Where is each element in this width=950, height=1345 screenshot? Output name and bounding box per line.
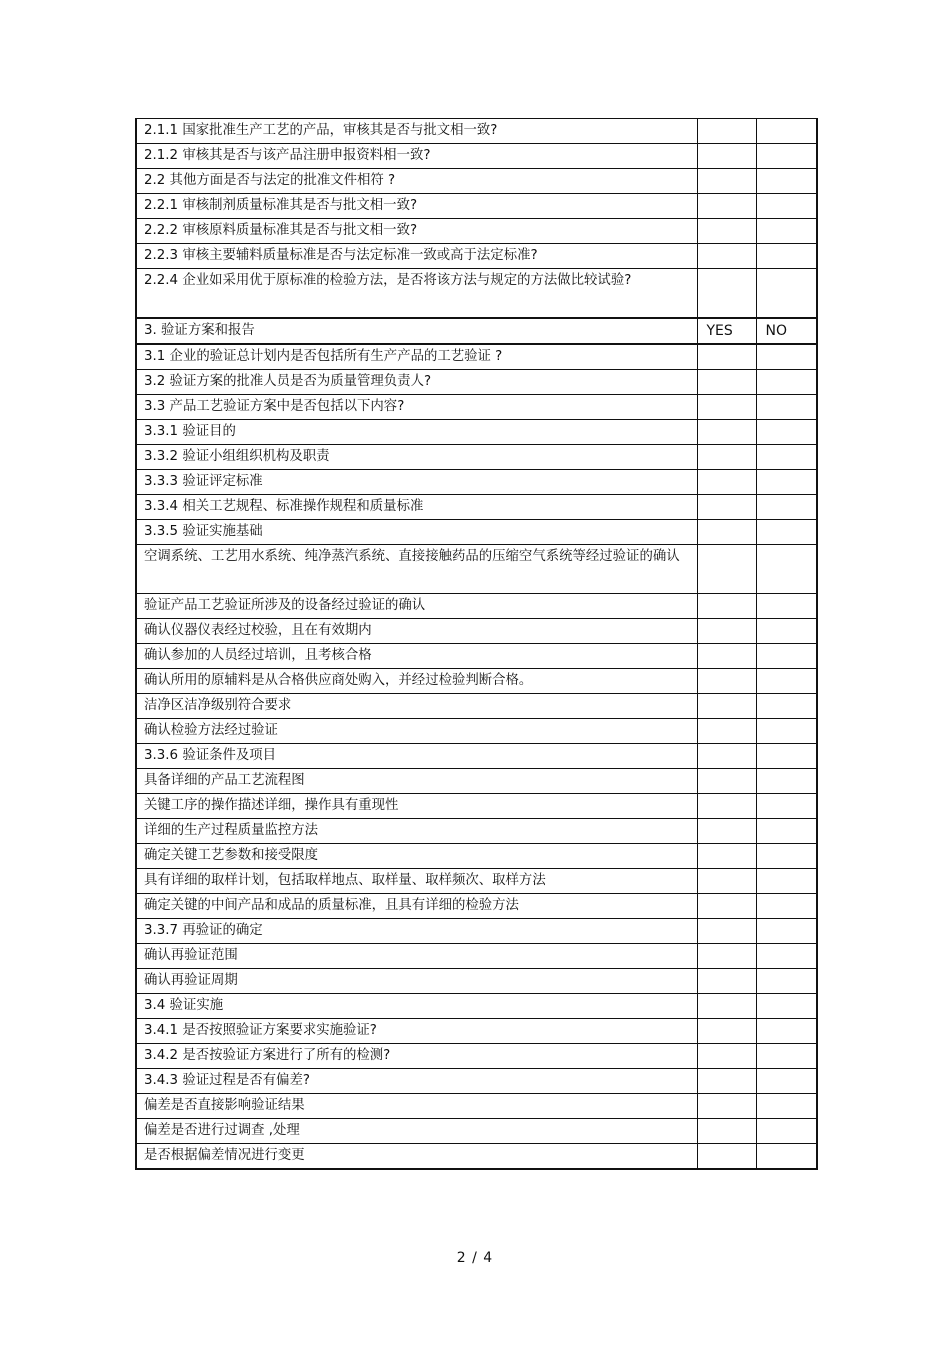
table-row <box>136 894 817 919</box>
yes-cell[interactable] <box>697 794 756 819</box>
checklist-item-text: 2.2.4 企业如采用优于原标准的检验方法，是否将该方法与规定的方法做比较试验? <box>136 269 697 319</box>
checklist-item-text: 具有详细的取样计划，包括取样地点、取样量、取样频次、取样方法 <box>136 869 697 894</box>
no-cell[interactable] <box>756 594 817 619</box>
no-cell[interactable] <box>756 919 817 944</box>
yes-cell[interactable] <box>697 1044 756 1069</box>
no-cell[interactable] <box>756 370 817 395</box>
table-row <box>136 969 817 994</box>
table-row <box>136 869 817 894</box>
no-cell[interactable] <box>756 144 817 169</box>
checklist-group-3 <box>136 344 817 1169</box>
checklist-item-text: 确认仪器仪表经过校验，且在有效期内 <box>136 619 697 644</box>
no-cell[interactable] <box>756 969 817 994</box>
table-row <box>136 470 817 495</box>
yes-cell[interactable] <box>697 769 756 794</box>
checklist-item-text: 洁净区洁净级别符合要求 <box>136 694 697 719</box>
table-row <box>136 1094 817 1119</box>
yes-cell[interactable] <box>697 244 756 269</box>
yes-cell[interactable] <box>697 269 756 319</box>
no-cell[interactable] <box>756 1019 817 1044</box>
no-cell[interactable] <box>756 794 817 819</box>
no-cell[interactable] <box>756 744 817 769</box>
checklist-table <box>135 118 818 1170</box>
yes-cell[interactable] <box>697 194 756 219</box>
checklist-item-text: 3.3.1 验证目的 <box>136 420 697 445</box>
yes-cell[interactable] <box>697 344 756 370</box>
table-row <box>136 520 817 545</box>
no-cell[interactable] <box>756 619 817 644</box>
table-row <box>136 269 817 319</box>
yes-cell[interactable] <box>697 869 756 894</box>
table-row <box>136 219 817 244</box>
no-cell[interactable] <box>756 1044 817 1069</box>
no-cell[interactable] <box>756 1094 817 1119</box>
yes-cell[interactable] <box>697 619 756 644</box>
table-row <box>136 994 817 1019</box>
yes-cell[interactable] <box>697 1069 756 1094</box>
no-cell[interactable] <box>756 869 817 894</box>
yes-cell[interactable] <box>697 470 756 495</box>
no-cell[interactable] <box>756 395 817 420</box>
table-row <box>136 144 817 169</box>
yes-cell[interactable] <box>697 719 756 744</box>
checklist-sheet <box>135 118 816 1170</box>
checklist-item-text: 2.1.2 审核其是否与该产品注册申报资料相一致? <box>136 144 697 169</box>
yes-cell[interactable] <box>697 894 756 919</box>
checklist-item-text: 确认检验方法经过验证 <box>136 719 697 744</box>
yes-cell[interactable] <box>697 520 756 545</box>
checklist-item-text: 确认再验证周期 <box>136 969 697 994</box>
no-cell[interactable] <box>756 894 817 919</box>
table-row <box>136 669 817 694</box>
checklist-item-text: 3.3 产品工艺验证方案中是否包括以下内容? <box>136 395 697 420</box>
no-cell[interactable] <box>756 1069 817 1094</box>
yes-cell[interactable] <box>697 395 756 420</box>
table-row <box>136 445 817 470</box>
yes-cell[interactable] <box>697 1144 756 1170</box>
no-cell[interactable] <box>756 944 817 969</box>
table-row <box>136 344 817 370</box>
checklist-item-text: 关键工序的操作描述详细，操作具有重现性 <box>136 794 697 819</box>
yes-cell[interactable] <box>697 420 756 445</box>
checklist-item-text: 2.2.1 审核制剂质量标准其是否与批文相一致? <box>136 194 697 219</box>
table-row <box>136 244 817 269</box>
yes-cell[interactable] <box>697 119 756 144</box>
table-row <box>136 1044 817 1069</box>
yes-cell[interactable] <box>697 1019 756 1044</box>
checklist-item-text: 3.3.4 相关工艺规程、标准操作规程和质量标准 <box>136 495 697 520</box>
yes-cell[interactable] <box>697 495 756 520</box>
no-cell[interactable] <box>756 545 817 594</box>
table-row <box>136 694 817 719</box>
yes-cell[interactable] <box>697 445 756 470</box>
no-cell[interactable] <box>756 769 817 794</box>
table-row <box>136 769 817 794</box>
yes-cell[interactable] <box>697 944 756 969</box>
checklist-item-text: 确认参加的人员经过培训，且考核合格 <box>136 644 697 669</box>
checklist-item-text: 验证产品工艺验证所涉及的设备经过验证的确认 <box>136 594 697 619</box>
checklist-item-text: 2.1.1 国家批准生产工艺的产品，审核其是否与批文相一致? <box>136 119 697 144</box>
table-row <box>136 395 817 420</box>
no-cell[interactable] <box>756 470 817 495</box>
no-cell[interactable] <box>756 1119 817 1144</box>
checklist-item-text: 空调系统、工艺用水系统、纯净蒸汽系统、直接接触药品的压缩空气系统等经过验证的确认 <box>136 545 697 594</box>
table-row <box>136 819 817 844</box>
section-title: 3. 验证方案和报告 <box>136 318 697 344</box>
checklist-item-text: 3.4.1 是否按照验证方案要求实施验证? <box>136 1019 697 1044</box>
no-cell[interactable] <box>756 244 817 269</box>
table-row <box>136 194 817 219</box>
table-row <box>136 1019 817 1044</box>
checklist-item-text: 3.3.3 验证评定标准 <box>136 470 697 495</box>
page-number: 2 / 4 <box>456 1250 494 1266</box>
no-cell[interactable] <box>756 669 817 694</box>
table-row <box>136 844 817 869</box>
checklist-item-text: 是否根据偏差情况进行变更 <box>136 1144 697 1170</box>
yes-cell[interactable] <box>697 994 756 1019</box>
yes-cell[interactable] <box>697 969 756 994</box>
table-row <box>136 644 817 669</box>
checklist-item-text: 确定关键的中间产品和成品的质量标准，且具有详细的检验方法 <box>136 894 697 919</box>
table-row <box>136 420 817 445</box>
checklist-item-text: 2.2.2 审核原料质量标准其是否与批文相一致? <box>136 219 697 244</box>
yes-column-header: YES <box>697 318 756 344</box>
yes-cell[interactable] <box>697 370 756 395</box>
yes-cell[interactable] <box>697 219 756 244</box>
checklist-item-text: 3.3.5 验证实施基础 <box>136 520 697 545</box>
yes-cell[interactable] <box>697 844 756 869</box>
no-cell[interactable] <box>756 844 817 869</box>
table-row <box>136 495 817 520</box>
table-row <box>136 169 817 194</box>
no-cell[interactable] <box>756 694 817 719</box>
checklist-item-text: 具备详细的产品工艺流程图 <box>136 769 697 794</box>
table-row <box>136 794 817 819</box>
checklist-item-text: 确认所用的原辅料是从合格供应商处购入，并经过检验判断合格。 <box>136 669 697 694</box>
section-header <box>136 318 817 344</box>
yes-cell[interactable] <box>697 669 756 694</box>
checklist-item-text: 3.4.3 验证过程是否有偏差? <box>136 1069 697 1094</box>
no-cell[interactable] <box>756 219 817 244</box>
no-cell[interactable] <box>756 994 817 1019</box>
checklist-item-text: 3.3.2 验证小组组织机构及职责 <box>136 445 697 470</box>
checklist-item-text: 确定关键工艺参数和接受限度 <box>136 844 697 869</box>
table-row <box>136 619 817 644</box>
table-row <box>136 545 817 594</box>
table-row <box>136 594 817 619</box>
checklist-item-text: 3.3.6 验证条件及项目 <box>136 744 697 769</box>
no-cell[interactable] <box>756 445 817 470</box>
checklist-item-text: 3.3.7 再验证的确定 <box>136 919 697 944</box>
checklist-item-text: 详细的生产过程质量监控方法 <box>136 819 697 844</box>
yes-cell[interactable] <box>697 144 756 169</box>
table-row <box>136 719 817 744</box>
no-cell[interactable] <box>756 819 817 844</box>
table-row <box>136 1144 817 1170</box>
no-cell[interactable] <box>756 644 817 669</box>
no-cell[interactable] <box>756 169 817 194</box>
no-cell[interactable] <box>756 344 817 370</box>
checklist-item-text: 2.2.3 审核主要辅料质量标准是否与法定标准一致或高于法定标准? <box>136 244 697 269</box>
table-row <box>136 919 817 944</box>
checklist-item-text: 偏差是否直接影响验证结果 <box>136 1094 697 1119</box>
no-cell[interactable] <box>756 194 817 219</box>
checklist-item-text: 偏差是否进行过调查 ,处理 <box>136 1119 697 1144</box>
yes-cell[interactable] <box>697 644 756 669</box>
no-cell[interactable] <box>756 1144 817 1170</box>
no-cell[interactable] <box>756 420 817 445</box>
table-row <box>136 1119 817 1144</box>
table-row <box>136 944 817 969</box>
no-cell[interactable] <box>756 269 817 319</box>
table-row <box>136 370 817 395</box>
checklist-item-text: 3.2 验证方案的批准人员是否为质量管理负责人? <box>136 370 697 395</box>
no-cell[interactable] <box>756 119 817 144</box>
checklist-item-text: 确认再验证范围 <box>136 944 697 969</box>
yes-cell[interactable] <box>697 594 756 619</box>
checklist-item-text: 2.2 其他方面是否与法定的批准文件相符 ? <box>136 169 697 194</box>
no-column-header: NO <box>756 318 817 344</box>
table-row <box>136 119 817 144</box>
table-row <box>136 1069 817 1094</box>
section-row-3 <box>136 318 817 344</box>
checklist-item-text: 3.1 企业的验证总计划内是否包括所有生产产品的工艺验证 ? <box>136 344 697 370</box>
checklist-item-text: 3.4.2 是否按验证方案进行了所有的检测? <box>136 1044 697 1069</box>
yes-cell[interactable] <box>697 1119 756 1144</box>
no-cell[interactable] <box>756 520 817 545</box>
no-cell[interactable] <box>756 719 817 744</box>
no-cell[interactable] <box>756 495 817 520</box>
yes-cell[interactable] <box>697 694 756 719</box>
yes-cell[interactable] <box>697 919 756 944</box>
yes-cell[interactable] <box>697 744 756 769</box>
yes-cell[interactable] <box>697 545 756 594</box>
yes-cell[interactable] <box>697 1094 756 1119</box>
yes-cell[interactable] <box>697 819 756 844</box>
checklist-item-text: 3.4 验证实施 <box>136 994 697 1019</box>
table-row <box>136 744 817 769</box>
checklist-group-2 <box>136 119 817 319</box>
yes-cell[interactable] <box>697 169 756 194</box>
